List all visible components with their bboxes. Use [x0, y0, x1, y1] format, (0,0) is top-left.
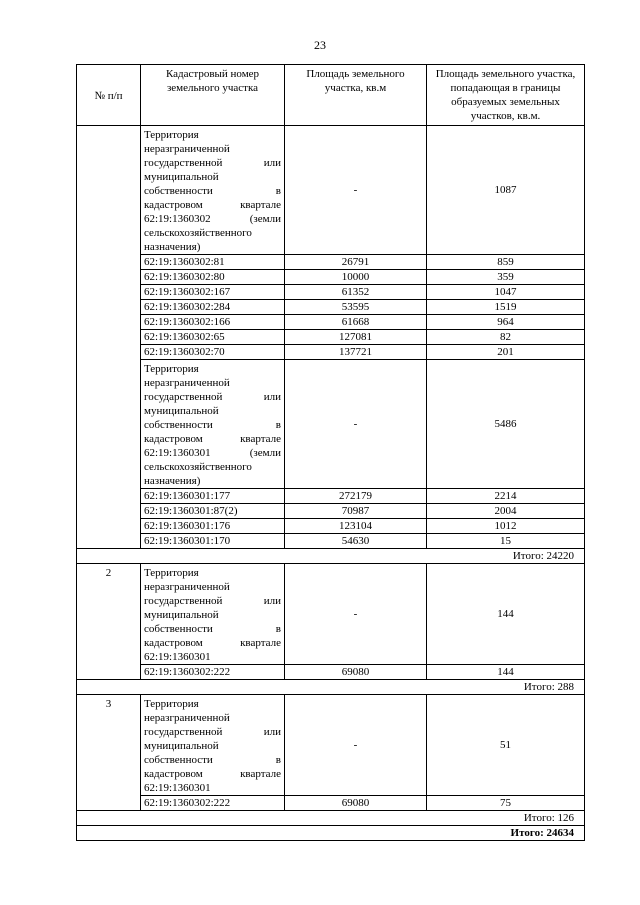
parcel-area: 137721	[285, 345, 427, 360]
table-row	[77, 504, 585, 519]
parcel-area: 54630	[285, 534, 427, 549]
table-row	[77, 126, 585, 255]
parcel-area: 127081	[285, 330, 427, 345]
area-in-boundaries: 201	[427, 345, 585, 360]
table-body	[77, 126, 585, 841]
grand-total: Итого: 24634	[77, 826, 585, 841]
subtotal: Итого: 288	[77, 680, 585, 695]
cadastral-number: 62:19:1360302:70	[141, 345, 285, 360]
parcel-area: 26791	[285, 255, 427, 270]
parcel-area: 61352	[285, 285, 427, 300]
parcel-area: -	[285, 564, 427, 665]
area-in-boundaries: 859	[427, 255, 585, 270]
cadastral-number: 62:19:1360302:65	[141, 330, 285, 345]
table-row	[77, 315, 585, 330]
territory-description: Территория неразграниченной государственной или муниципальной собственности в кадастровом квартале 62:19:1360302 (земли сельскохозяйственного назначения)	[141, 126, 285, 255]
table-header	[77, 65, 585, 126]
cadastral-number: 62:19:1360302:222	[141, 796, 285, 811]
area-in-boundaries: 144	[427, 564, 585, 665]
cadastral-number: 62:19:1360301:170	[141, 534, 285, 549]
header-number: № п/п	[77, 65, 141, 126]
area-in-boundaries: 5486	[427, 360, 585, 489]
page-number: 23	[314, 38, 326, 52]
area-in-boundaries: 51	[427, 695, 585, 796]
row-number	[77, 126, 141, 549]
cadastral-number: 62:19:1360301:87(2)	[141, 504, 285, 519]
area-in-boundaries: 1519	[427, 300, 585, 315]
area-in-boundaries: 144	[427, 665, 585, 680]
area-in-boundaries: 1012	[427, 519, 585, 534]
row-number: 2	[77, 564, 141, 680]
parcel-area: 123104	[285, 519, 427, 534]
subtotal: Итого: 126	[77, 811, 585, 826]
parcel-area: 70987	[285, 504, 427, 519]
parcel-area: 53595	[285, 300, 427, 315]
table-row	[77, 270, 585, 285]
row-number: 3	[77, 695, 141, 811]
cadastral-number: 62:19:1360302:167	[141, 285, 285, 300]
table-row	[77, 519, 585, 534]
area-in-boundaries: 1087	[427, 126, 585, 255]
header-area: Площадь земельного участка, кв.м	[285, 65, 427, 126]
cadastral-number: 62:19:1360302:80	[141, 270, 285, 285]
table-row	[77, 826, 585, 841]
parcel-area: 61668	[285, 315, 427, 330]
area-in-boundaries: 1047	[427, 285, 585, 300]
subtotal: Итого: 24220	[77, 549, 585, 564]
area-in-boundaries: 15	[427, 534, 585, 549]
table-row	[77, 549, 585, 564]
header-cadastral: Кадастровый номер земельного участка	[141, 65, 285, 126]
cadastral-number: 62:19:1360302:222	[141, 665, 285, 680]
table-row	[77, 811, 585, 826]
area-in-boundaries: 2004	[427, 504, 585, 519]
parcel-area: 10000	[285, 270, 427, 285]
land-parcels-table	[76, 64, 585, 841]
cadastral-number: 62:19:1360302:166	[141, 315, 285, 330]
parcel-area: -	[285, 360, 427, 489]
table-row	[77, 345, 585, 360]
territory-description: Территория неразграниченной государственной или муниципальной собственности в кадастровом квартале 62:19:1360301 (земли сельскохозяйственного назначения)	[141, 360, 285, 489]
cadastral-number: 62:19:1360301:176	[141, 519, 285, 534]
header-row	[77, 65, 585, 126]
area-in-boundaries: 2214	[427, 489, 585, 504]
parcel-area: -	[285, 695, 427, 796]
table-row	[77, 564, 585, 665]
table-row	[77, 255, 585, 270]
cadastral-number: 62:19:1360301:177	[141, 489, 285, 504]
parcel-area: 69080	[285, 796, 427, 811]
table-row	[77, 489, 585, 504]
table-row	[77, 360, 585, 489]
table-row	[77, 796, 585, 811]
parcel-area: 69080	[285, 665, 427, 680]
header-share: Площадь земельного участка, попадающая в границы образуемых земельных участков, кв.м.	[427, 65, 585, 126]
table-row	[77, 285, 585, 300]
area-in-boundaries: 75	[427, 796, 585, 811]
cadastral-number: 62:19:1360302:81	[141, 255, 285, 270]
territory-description: Территория неразграниченной государственной или муниципальной собственности в кадастровом квартале 62:19:1360301	[141, 695, 285, 796]
table-row	[77, 534, 585, 549]
table-row	[77, 300, 585, 315]
table-row	[77, 680, 585, 695]
parcel-area: 272179	[285, 489, 427, 504]
table-row	[77, 695, 585, 796]
table-row	[77, 330, 585, 345]
area-in-boundaries: 359	[427, 270, 585, 285]
parcel-area: -	[285, 126, 427, 255]
table-row	[77, 665, 585, 680]
area-in-boundaries: 82	[427, 330, 585, 345]
territory-description: Территория неразграниченной государственной или муниципальной собственности в кадастровом квартале 62:19:1360301	[141, 564, 285, 665]
area-in-boundaries: 964	[427, 315, 585, 330]
cadastral-number: 62:19:1360302:284	[141, 300, 285, 315]
